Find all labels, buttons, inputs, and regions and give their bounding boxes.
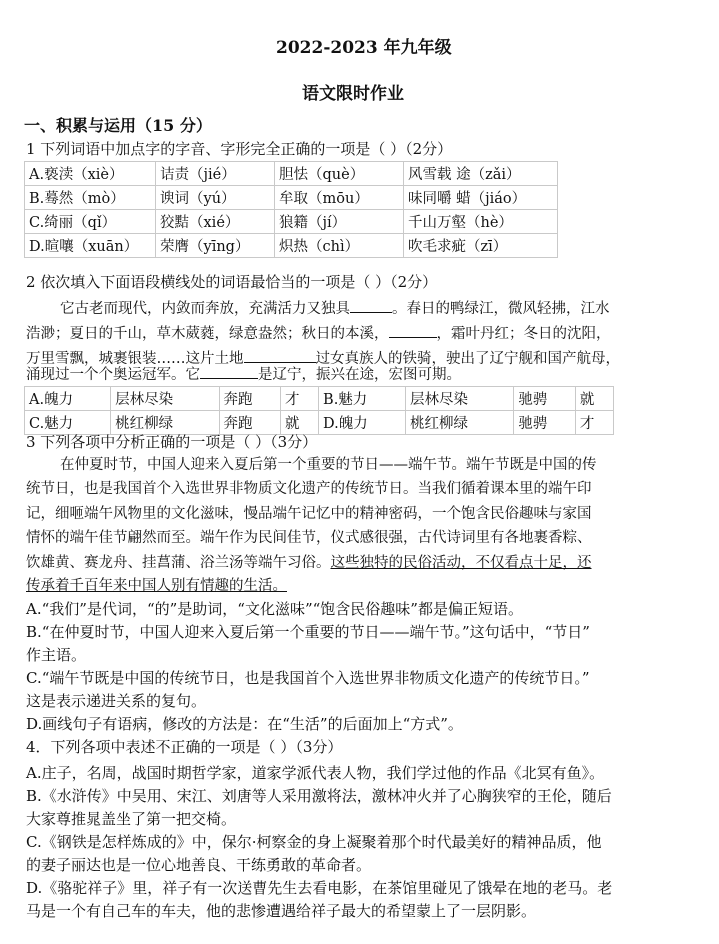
- q2-passage-line: [26, 363, 461, 385]
- q2-option-cell: D.魄力: [323, 416, 368, 432]
- q3-option-d: D.画线句子有语病，修改的方法是：在“生活”的后面加上“方式”。: [26, 715, 463, 733]
- q2-option-cell: 驰骋: [518, 416, 548, 432]
- q1-options-table: [24, 161, 558, 258]
- q2-option-cell: 层林尽染: [409, 392, 468, 408]
- q3-option-c: C.“端午节既是中国的传统节日，也是我国首个入选世界非物质文化遗产的传统节日。”: [26, 669, 590, 687]
- q1-option-cell: 风雪载 途（zǎi）: [408, 167, 521, 183]
- q2-blank-4: [200, 363, 258, 379]
- q3-option-b-cont: 作主语。: [26, 646, 87, 664]
- q4-option-b-cont: 大家尊推晁盖坐了第一把交椅。: [26, 810, 237, 828]
- q2-text: 浩渺；夏日的千山，草木葳蕤，绿意盎然；秋日的本溪，: [26, 326, 389, 342]
- q4-option-d: D.《骆驼祥子》里，祥子有一次送曹先生去看电影，在茶馆里碰见了饿晕在地的老马。老: [26, 879, 613, 897]
- page-title: 2022-2023 年九年级: [276, 38, 452, 58]
- q2-text: 它古老而现代，内敛而奔放，充满活力又独具: [60, 301, 350, 317]
- q3-passage-line: 情怀的端午佳节翩然而至。端午作为民间佳节，仪式感很强，古代诗词里有各地裹香粽、: [26, 530, 592, 546]
- q4-stem: 4．下列各项中表述不正确的一项是（ ）（3分）: [26, 738, 343, 756]
- q2-stem: 2 依次填入下面语段横线处的词语最恰当的一项是（ ）（2分）: [26, 273, 438, 291]
- q1-option-cell: A.亵渎（xiè）: [29, 167, 124, 183]
- q1-row: [25, 210, 558, 234]
- q2-option-cell: 才: [579, 416, 595, 432]
- q1-option-cell: 千山万壑（hè）: [408, 215, 513, 231]
- q3-passage-line: [26, 553, 592, 573]
- q1-option-cell: 狡黠（xié）: [160, 215, 240, 231]
- q3-underlined-sentence: 传承着千百年来中国人别有情趣的生活。: [26, 578, 287, 594]
- q2-option-cell: C.魅力: [29, 416, 74, 432]
- q2-option-cell: A.魄力: [29, 392, 74, 408]
- q2-row: [25, 387, 614, 411]
- q2-text: 是辽宁，振兴在途，宏图可期。: [258, 367, 461, 383]
- q1-stem: 1 下列词语中加点字的字音、字形完全正确的一项是（ ）（2分）: [26, 140, 453, 158]
- q3-passage-line: 统节日，也是我国首个入选世界非物质文化遗产的传统节日。当我们循着课本里的端午印: [26, 481, 592, 497]
- q4-option-a: A.庄子，名周，战国时期哲学家，道家学派代表人物，我们学过他的作品《北冥有鱼》。: [26, 764, 605, 782]
- q3-option-a: A.“我们”是代词，“的”是助词，“文化滋味”“饱含民俗趣味”都是偏正短语。: [26, 600, 523, 618]
- q1-option-cell: 诘责（jié）: [160, 167, 236, 183]
- q2-option-cell: 就: [579, 392, 595, 408]
- q2-text: 。春日的鸭绿江，微风轻拂，江水: [392, 301, 610, 317]
- q1-option-cell: 谀词（yú）: [160, 191, 236, 207]
- q2-option-cell: 桃红柳绿: [115, 416, 174, 432]
- q2-row: [25, 411, 614, 435]
- q4-option-c: C.《钢铁是怎样炼成的》中，保尔·柯察金的身上凝聚着那个时代最美好的精神品质，他: [26, 833, 602, 851]
- q1-row: [25, 186, 558, 210]
- q1-option-cell: 胆怯（què）: [279, 167, 365, 183]
- q3-stem: 3 下列各项中分析正确的一项是（ ）（3分）: [26, 433, 318, 451]
- q2-blank-3: [244, 347, 316, 363]
- q1-option-cell: 牟取（mōu）: [279, 191, 369, 207]
- q3-option-c-cont: 这是表示递进关系的复句。: [26, 692, 207, 710]
- q1-option-cell: D.暄嚷（xuān）: [29, 239, 139, 255]
- q4-option-b: B.《水浒传》中吴用、宋江、刘唐等人采用激将法，激林冲火并了心胸狭窄的王伦，随后: [26, 787, 612, 805]
- q2-blank-1: [350, 297, 392, 313]
- section-heading: 一、积累与运用（15 分）: [24, 116, 212, 135]
- q2-text: 过女真族人的铁骑，驶出了辽宁舰和国产航母，: [315, 351, 620, 367]
- q3-underlined-sentence: 这些独特的民俗活动，不仅看点十足，还: [330, 555, 592, 571]
- q2-option-cell: 奔跑: [223, 416, 253, 432]
- q2-blank-2: [389, 322, 437, 338]
- q1-row: [25, 234, 558, 258]
- q1-option-cell: C.绮丽（qǐ）: [29, 215, 117, 231]
- q2-option-cell: 层林尽染: [115, 392, 174, 408]
- q2-passage-line: [26, 322, 611, 344]
- q2-option-cell: 奔跑: [223, 392, 253, 408]
- q2-text: 涌现过一个个奥运冠军。它: [26, 367, 200, 383]
- q1-option-cell: 吹毛求疵（zī）: [408, 239, 508, 255]
- q2-option-cell: 驰骋: [518, 392, 548, 408]
- q4-option-c-cont: 的妻子丽达也是一位心地善良、干练勇敢的革命者。: [26, 856, 372, 874]
- q2-option-cell: 桃红柳绿: [409, 416, 468, 432]
- q4-option-d-cont: 马是一个有自己车的车夫，他的悲惨遭遇给祥子最大的希望蒙上了一层阴影。: [26, 902, 537, 920]
- q2-text: 万里雪飘，城裹银装……这片土地: [26, 351, 244, 367]
- q2-text: ，霜叶丹红；冬日的沈阳，: [436, 326, 611, 342]
- q3-passage-line: 在仲夏时节，中国人迎来入夏后第一个重要的节日——端午节。端午节既是中国的传: [60, 457, 597, 473]
- q1-option-cell: 狼籍（jí）: [279, 215, 347, 231]
- q1-option-cell: 味同嚼 蜡（jiáo）: [408, 191, 527, 207]
- q3-text: 饮雄黄、赛龙舟、挂菖蒲、浴兰汤等端午习俗。: [26, 555, 331, 571]
- q2-option-cell: 就: [285, 416, 300, 432]
- q3-passage-line: 记，细咂端午风物里的文化滋味，慢品端午记忆中的精神密码，一个饱含民俗趣味与家国: [26, 506, 592, 522]
- q2-option-cell: 才: [285, 392, 300, 408]
- q2-passage-line: [60, 297, 610, 319]
- q2-option-cell: B.魅力: [323, 392, 368, 408]
- q1-option-cell: 荣膺（yīng）: [160, 239, 250, 255]
- q1-option-cell: 炽热（chì）: [279, 239, 360, 255]
- page-subtitle: 语文限时作业: [302, 84, 404, 104]
- q2-options-table: [24, 386, 614, 435]
- q1-option-cell: B.蓦然（mò）: [29, 191, 125, 207]
- q3-option-b: B.“在仲夏时节，中国人迎来入夏后第一个重要的节日——端午节。”这句话中，“节日”: [26, 623, 590, 641]
- q1-row: [25, 162, 558, 186]
